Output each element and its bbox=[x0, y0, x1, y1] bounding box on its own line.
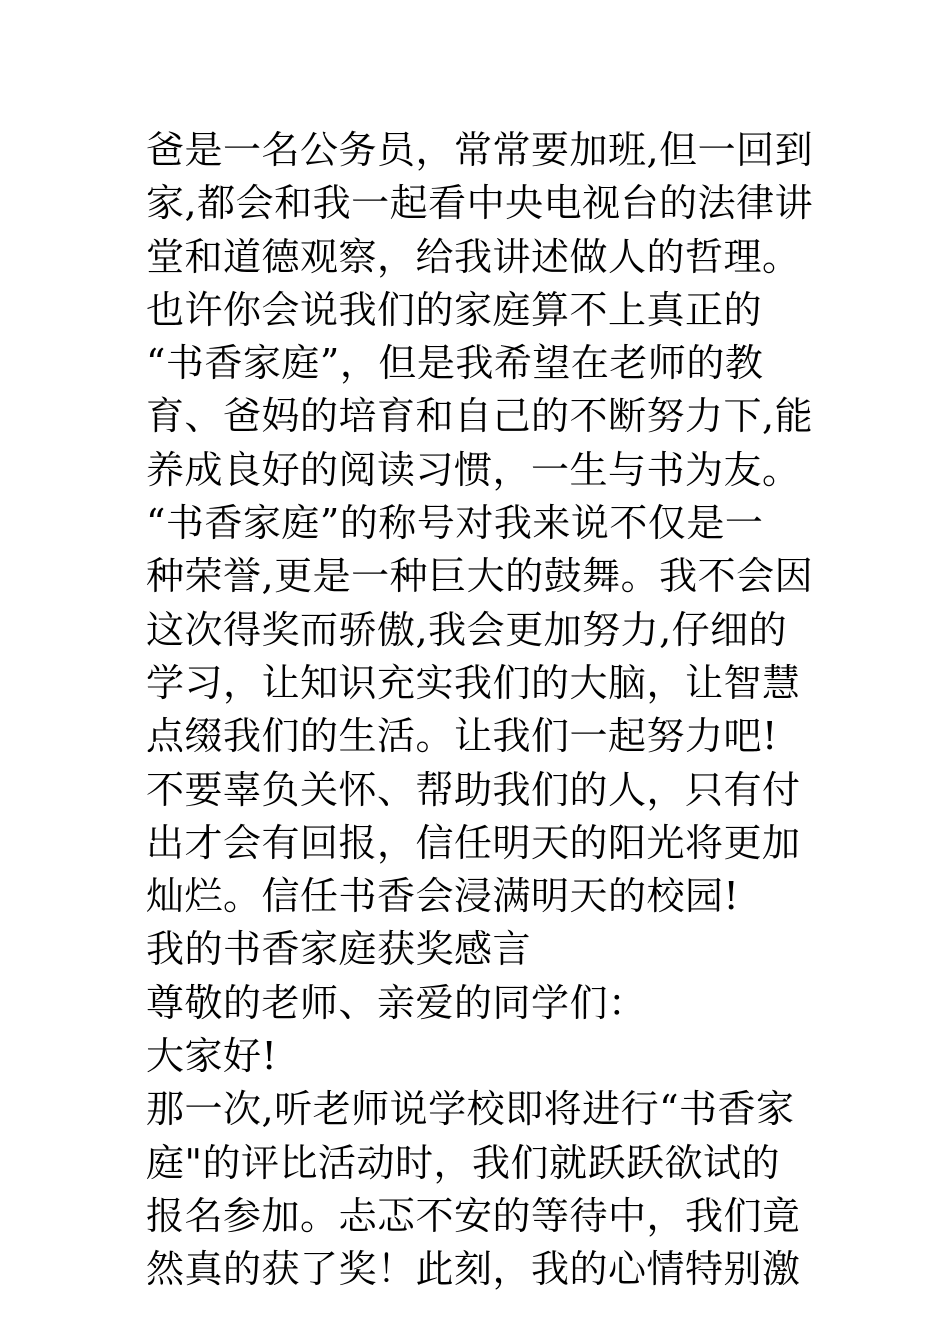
text-line: “书香家庭”的称号对我来说不仅是一 bbox=[146, 501, 764, 546]
text-line: 出才会有回报，信任明天的阳光将更加 bbox=[146, 820, 801, 865]
text-line: 然真的获了奖！此刻，我的心情特别激 bbox=[146, 1247, 801, 1292]
salutation: 尊敬的老师、亲爱的同学们： bbox=[146, 980, 647, 1025]
text-line: 爸是一名公务员，常常要加班,但一回到 bbox=[146, 128, 814, 172]
text-line: 育、爸妈的培育和自己的不断努力下,能 bbox=[146, 394, 814, 439]
text-line: “书香家庭”，但是我希望在老师的教 bbox=[146, 341, 764, 386]
section-title: 我的书香家庭获奖感言 bbox=[146, 927, 532, 972]
text-line: 学习，让知识充实我们的大脑，让智慧 bbox=[146, 660, 801, 705]
text-line: 也许你会说我们的家庭算不上真正的 bbox=[146, 287, 763, 332]
text-line: 家,都会和我一起看中央电视台的法律讲 bbox=[146, 181, 814, 226]
document-body bbox=[146, 124, 818, 1297]
text-line: 那一次,听老师说学校即将进行“书香家 bbox=[146, 1087, 795, 1132]
text-line: 种荣誉,更是一种巨大的鼓舞。我不会因 bbox=[146, 554, 814, 599]
text-line: 养成良好的阅读习惯，一生与书为友。 bbox=[146, 447, 801, 492]
text-line: 点缀我们的生活。让我们一起努力吧! bbox=[146, 714, 778, 759]
text-line: 庭"的评比活动时，我们就跃跃欲试的 bbox=[146, 1140, 780, 1185]
text-line: 这次得奖而骄傲,我会更加努力,仔细的 bbox=[146, 607, 788, 652]
text-line: 报名参加。忐忑不安的等待中，我们竟 bbox=[146, 1193, 801, 1238]
greeting: 大家好! bbox=[146, 1034, 278, 1079]
text-line: 堂和道德观察，给我讲述做人的哲理。 bbox=[146, 234, 801, 279]
text-line: 不要辜负关怀、帮助我们的人，只有付 bbox=[146, 767, 801, 812]
text-line: 灿烂。信任书香会浸满明天的校园! bbox=[146, 874, 740, 919]
